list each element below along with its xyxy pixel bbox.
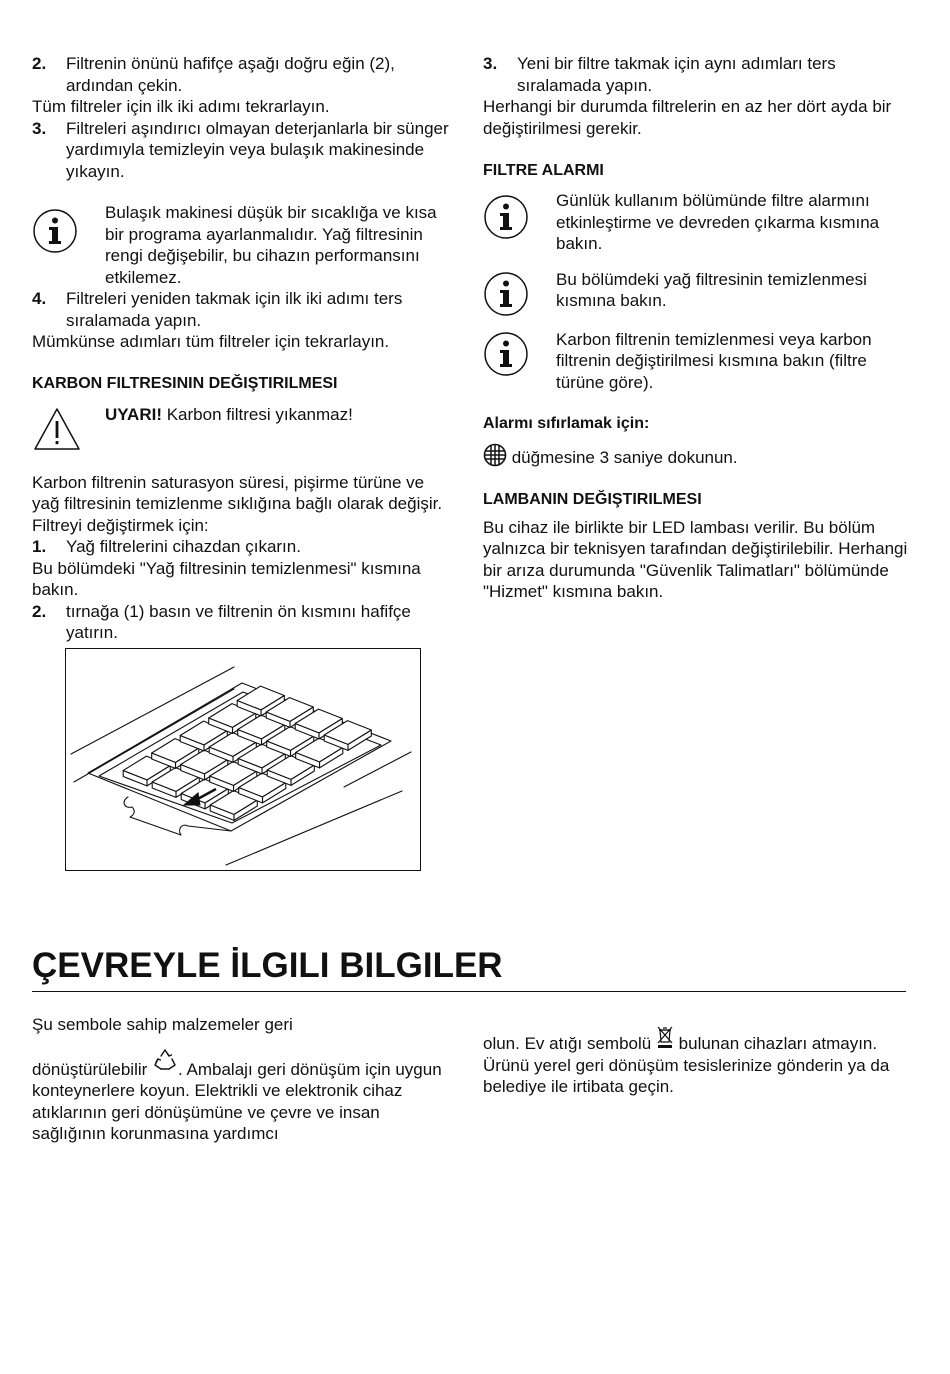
step-number: 1.: [32, 537, 47, 556]
alarm-note-2: [483, 269, 908, 317]
environment-line-1: Şu sembole sahip malzemeler geri: [32, 1015, 293, 1034]
right-column: [483, 53, 908, 603]
reset-alarm-text: [483, 443, 908, 469]
grid-button-icon: [483, 443, 507, 467]
warning-note: [32, 404, 450, 452]
carbon-filter-illustration: [65, 648, 421, 871]
environment-household: olun. Ev atığı sembolü: [483, 1034, 656, 1053]
step-number: 2.: [32, 54, 47, 73]
crossed-bin-icon: [656, 1025, 674, 1049]
warning-text: Karbon filtresi yıkanmaz!: [162, 404, 353, 424]
dishwasher-note: [32, 202, 450, 288]
environment-title: ÇEVREYLE İLGILI BILGILER: [32, 946, 503, 985]
step-2-tilt: [32, 53, 450, 96]
step-3-new-filter: [483, 53, 908, 96]
environment-right-text: [483, 1014, 908, 1098]
step-3-clean: [32, 118, 450, 183]
reset-instruction: düğmesine 3 saniye dokunun.: [507, 448, 738, 467]
step-text: Filtreleri aşındırıcı olmayan deterjanlarla bir sünger yardımıyla temizleyin veya bulaşık makinesinde yıkayın.: [66, 118, 449, 181]
left-column: [32, 53, 450, 871]
filter-alarm-heading: FILTRE ALARMI: [483, 162, 604, 179]
note-text: Karbon filtrenin temizlenmesi veya karbon filtrenin değiştirilmesi kısmına bakın (filtre türüne göre).: [556, 329, 872, 392]
note-text: Bu bölümdeki yağ filtresinin temizlenmesi kısmına bakın.: [556, 269, 867, 310]
info-icon: [483, 271, 529, 317]
step-text: Filtreleri yeniden takmak için ilk iki adımı ters sıralamada yapın.: [66, 289, 403, 330]
info-icon: [483, 331, 529, 377]
see-section-text: Bu bölümdeki "Yağ filtresinin temizlenmesi" kısmına bakın.: [32, 558, 421, 599]
step-text: Yağ filtrelerini cihazdan çıkarın.: [66, 537, 301, 556]
environment-disposal: bulunan cihazları atmayın. Ürünü yerel geri dönüşüm tesislerinize gönderin ya da belediye ile irtibata geçin.: [483, 1034, 890, 1096]
step-number: 3.: [32, 118, 47, 138]
info-icon: [32, 208, 78, 254]
repeat-all-filters: Mümkünse adımları tüm filtreler için tekrarlayın.: [32, 332, 390, 351]
info-icon: [483, 194, 529, 240]
reset-alarm-heading: Alarmı sıfırlamak için:: [483, 415, 650, 432]
carbon-step-1: [32, 536, 450, 558]
replace-every-four-months: Herhangi bir durumda filtrelerin en az her dört ayda bir değiştirilmesi gerekir.: [483, 97, 892, 138]
step-4-reinstall: [32, 288, 450, 331]
carbon-step-2: [32, 601, 450, 644]
lamp-text: Bu cihaz ile birlikte bir LED lambası verilir. Bu bölüm yalnızca bir teknisyen tarafından değiştirilebilir. Herhangi bir arıza durumunda "Güvenlik Talimatları" bölümünde "Hizmet" kısmına bakın.: [483, 517, 908, 601]
step-number: 2.: [32, 601, 47, 621]
recycle-icon: [152, 1047, 178, 1073]
carbon-filter-drawing: [66, 649, 420, 870]
repeat-first-two-steps: Tüm filtreler için ilk iki adımı tekrarlayın.: [32, 97, 330, 116]
step-text: Filtrenin önünü hafifçe aşağı doğru eğin (2), ardından çekin.: [66, 54, 395, 95]
note-text: Bulaşık makinesi düşük bir sıcaklığa ve kısa bir programa ayarlanmalıdır. Yağ filtresinin rengi değişebilir, bu cihazın performansını etkilemez.: [105, 203, 437, 287]
alarm-note-3: [483, 329, 908, 394]
environment-paragraph: [32, 1047, 450, 1145]
lamp-heading: LAMBANIN DEĞIŞTIRILMESI: [483, 490, 702, 508]
step-text: tırnağa (1) basın ve filtrenin ön kısmını hafifçe yatırın.: [66, 601, 411, 642]
warning-icon: [32, 406, 82, 452]
carbon-filter-heading: KARBON FILTRESININ DEĞIŞTIRILMESI: [32, 374, 338, 392]
saturation-text: Karbon filtrenin saturasyon süresi, pişirme türüne ve yağ filtresinin temizlenme sıklığına bağlı olarak değişir.: [32, 472, 443, 513]
step-text: Yeni bir filtre takmak için aynı adımları ters sıralamada yapın.: [517, 54, 836, 95]
title-divider: [32, 991, 906, 992]
alarm-note-1: [483, 190, 908, 255]
step-number: 3.: [483, 54, 498, 73]
environment-left-text: [32, 1014, 450, 1145]
note-text: Günlük kullanım bölümünde filtre alarmını etkinleştirme ve devreden çıkarma kısmına bakın.: [556, 191, 880, 253]
step-number: 4.: [32, 289, 47, 308]
environment-recyclable: dönüştürülebilir: [32, 1059, 153, 1079]
warning-label: UYARI!: [105, 404, 162, 424]
environment-right-paragraph: [483, 1025, 908, 1098]
environment-packaging: . Ambalajı geri dönüşüm için uygun konteynerlere koyun. Elektrikli ve elektronik cihaz atıklarının geri dönüşümüne ve çevre ve insan sağlığının korunmasına yardımcı: [32, 1059, 442, 1143]
to-replace-text: Filtreyi değiştirmek için:: [32, 515, 209, 535]
